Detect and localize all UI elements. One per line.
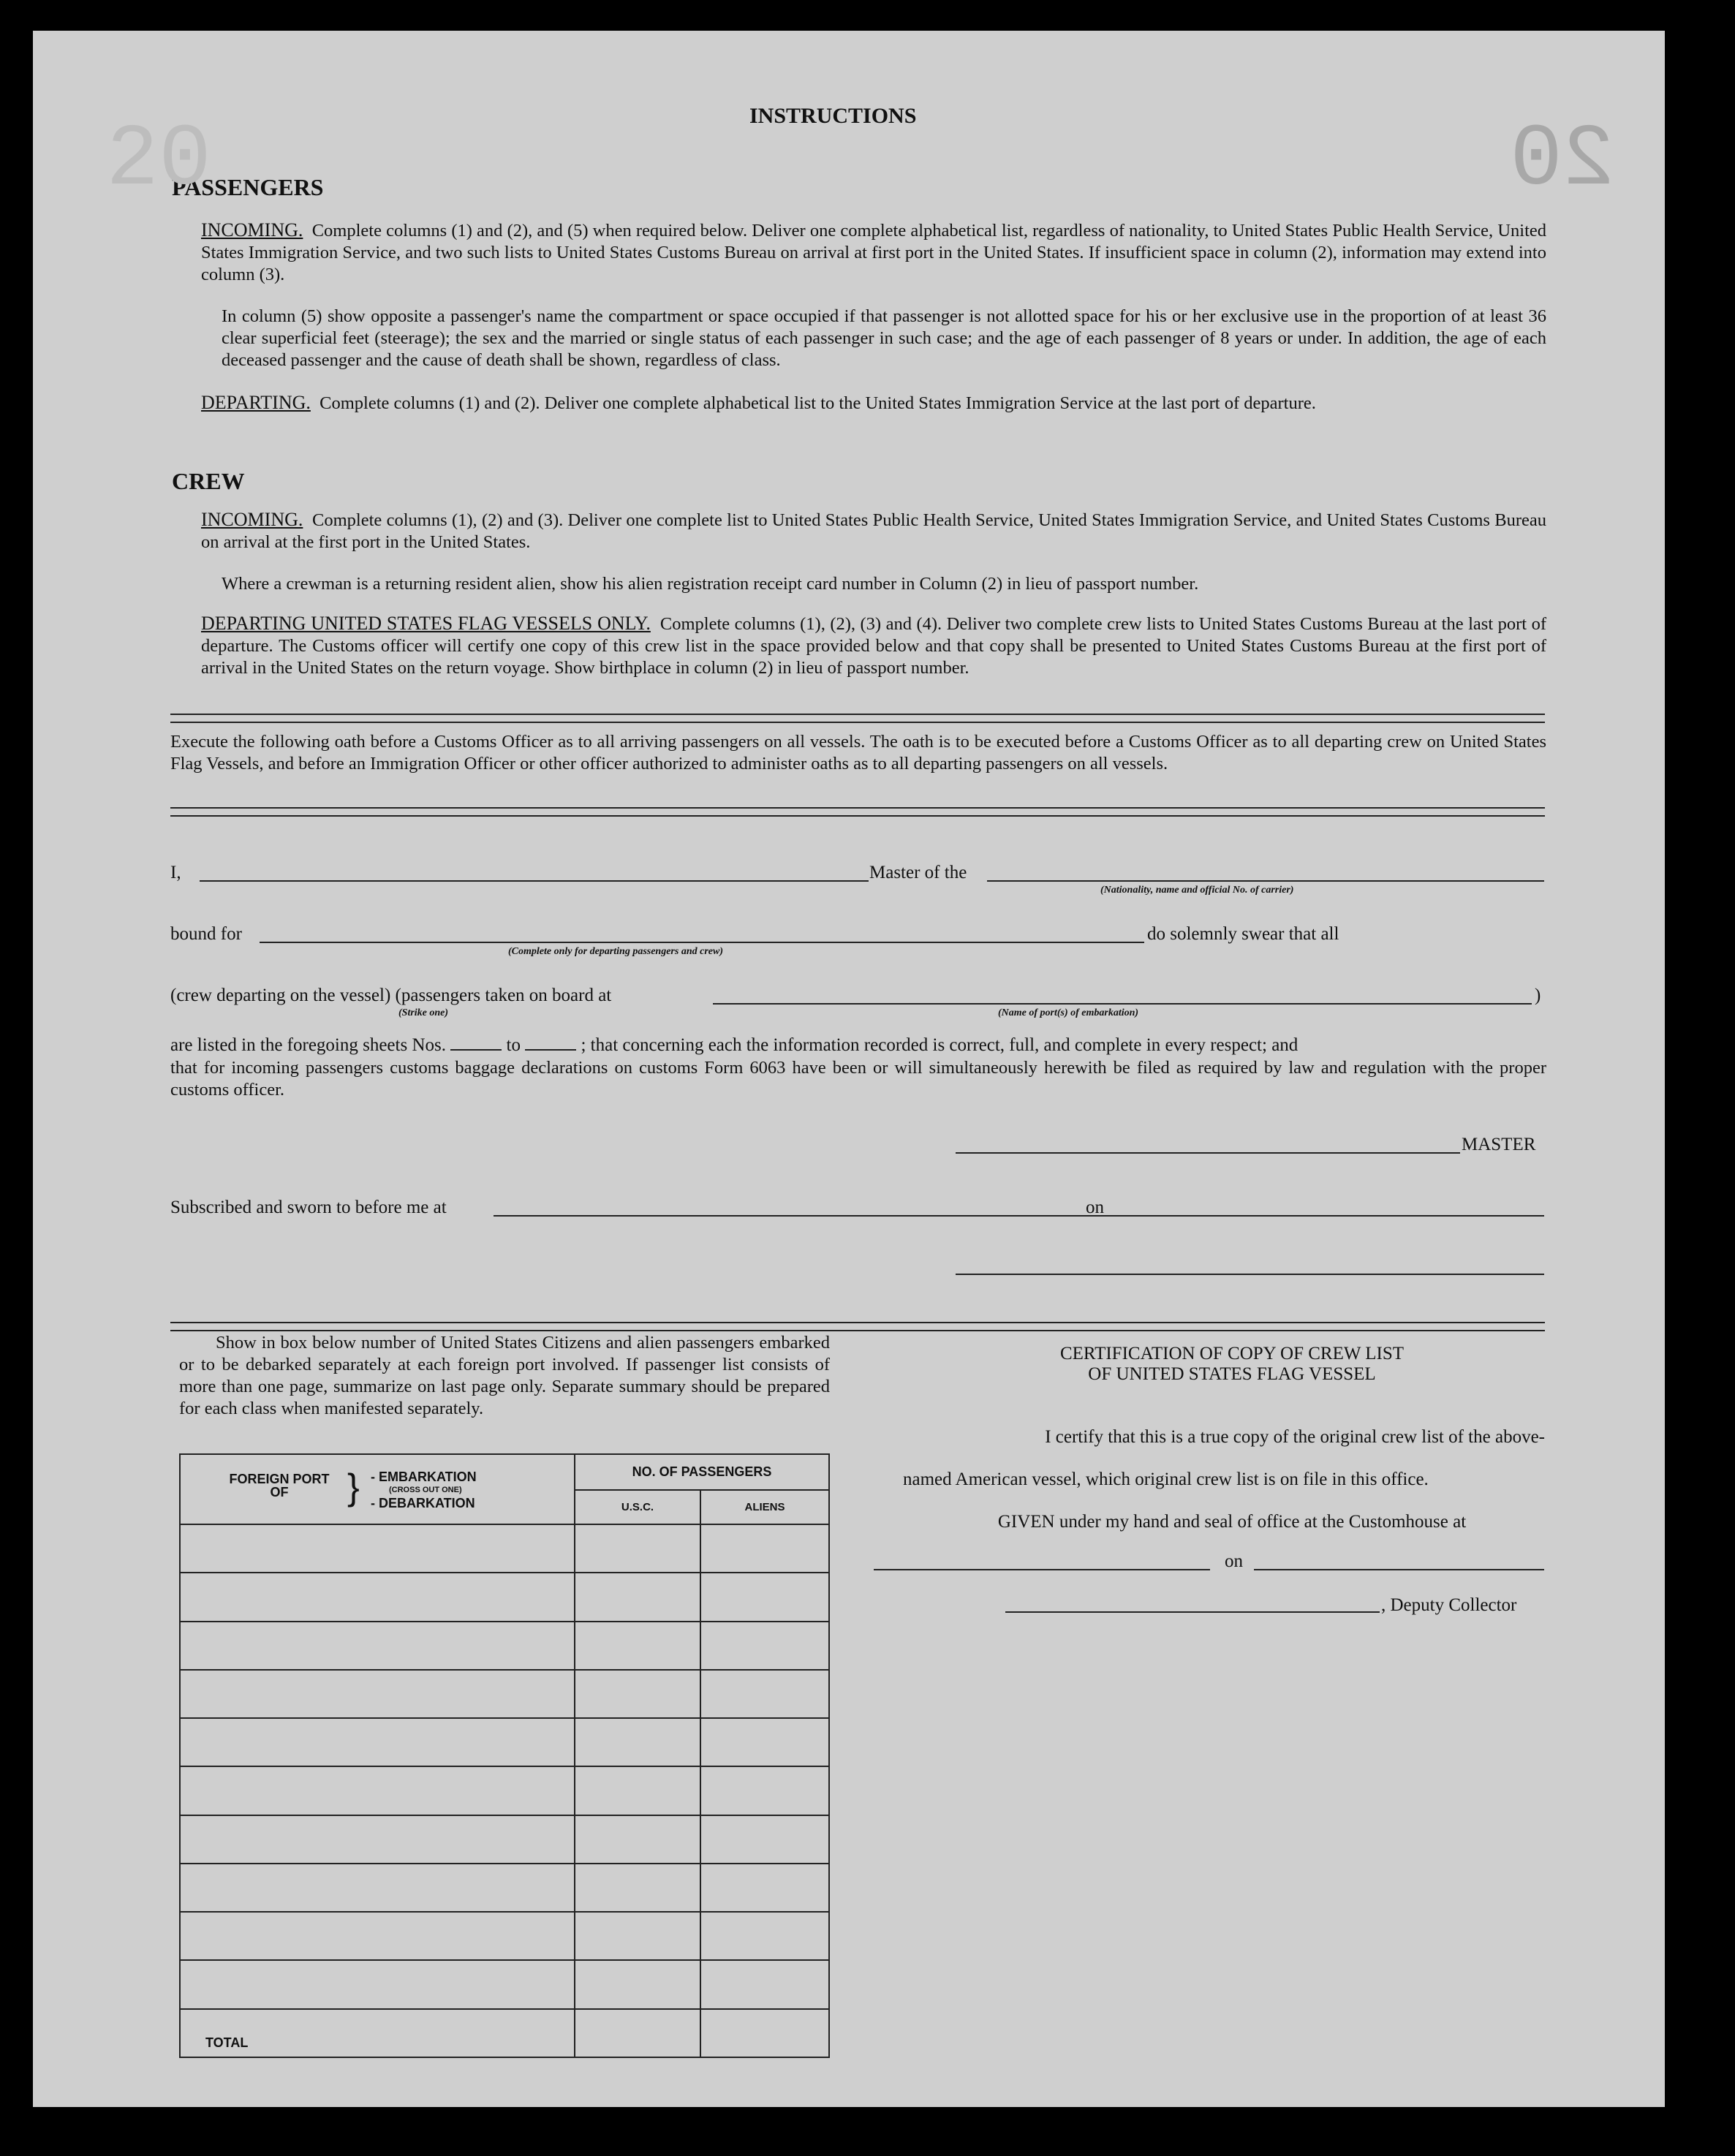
strike-note: (Strike one) bbox=[398, 1007, 449, 1018]
aliens-cell[interactable] bbox=[700, 1815, 829, 1864]
total-label: TOTAL bbox=[180, 2009, 575, 2057]
aliens-cell[interactable] bbox=[700, 1622, 829, 1670]
divider bbox=[170, 807, 1545, 817]
sheet-to-field[interactable] bbox=[525, 1049, 576, 1051]
listed-text-3: that for incoming passengers customs baggage declarations on customs Form 6063 have been or will simultaneously herewith be filed as required by law and regulation with the proper customs officer. bbox=[170, 1058, 1546, 1100]
customhouse-field[interactable] bbox=[874, 1569, 1210, 1570]
usc-cell[interactable] bbox=[575, 1766, 700, 1815]
port-cell[interactable] bbox=[180, 1670, 575, 1718]
aliens-cell[interactable] bbox=[700, 1912, 829, 1960]
bleed-through-number: 20 bbox=[106, 111, 212, 211]
bound-for-field[interactable] bbox=[260, 942, 1144, 943]
port-cell[interactable] bbox=[180, 1573, 575, 1621]
master-of-label: Master of the bbox=[869, 863, 967, 882]
certification-heading bbox=[910, 1344, 1554, 1385]
port-cell[interactable] bbox=[180, 1718, 575, 1766]
ports-embarkation-field[interactable] bbox=[713, 1003, 1532, 1005]
certification-heading-2: OF UNITED STATES FLAG VESSEL bbox=[1088, 1364, 1376, 1384]
usc-cell[interactable] bbox=[575, 1912, 700, 1960]
no-passengers-header: NO. OF PASSENGERS bbox=[575, 1454, 829, 1490]
aliens-header: ALIENS bbox=[700, 1490, 829, 1524]
crew-departing-text: Complete columns (1), (2), (3) and (4). Deliver two complete crew lists to United States Customs Bureau at the last port of departure. The Customs officer will certify one copy of this crew list in the space provided below and that copy shall be presented to United States Customs Bureau at the first port of arrival in the United States on the return voyage. Show birthplace in column (2) in lieu of passport number. bbox=[201, 614, 1546, 678]
aliens-cell[interactable] bbox=[700, 1573, 829, 1621]
deputy-collector-label: , Deputy Collector bbox=[1381, 1595, 1517, 1615]
port-cell[interactable] bbox=[180, 1864, 575, 1912]
foreign-port-label: FOREIGN PORT OF bbox=[229, 1471, 330, 1499]
total-aliens-cell[interactable] bbox=[700, 2009, 829, 2057]
subscribed-on-label: on bbox=[1086, 1198, 1104, 1217]
passengers-heading: PASSENGERS bbox=[172, 174, 324, 200]
listed-text-1: are listed in the foregoing sheets Nos. bbox=[170, 1035, 446, 1055]
crew-departing-text: (crew departing on the vessel) (passengers taken on board at bbox=[170, 986, 612, 1005]
debarkation-label: - DEBARKATION bbox=[371, 1495, 475, 1510]
passengers-departing-text: Complete columns (1) and (2). Deliver one complete alphabetical list to the United States Immigration Service at the last port of departure. bbox=[320, 393, 1316, 413]
usc-cell[interactable] bbox=[575, 1670, 700, 1718]
officer-signature-field[interactable] bbox=[956, 1274, 1544, 1275]
swear-text: do solemnly swear that all bbox=[1147, 924, 1339, 944]
carrier-note: (Nationality, name and official No. of carrier) bbox=[1100, 885, 1294, 896]
foreign-port-header bbox=[180, 1454, 575, 1524]
divider bbox=[170, 714, 1545, 723]
aliens-cell[interactable] bbox=[700, 1960, 829, 2008]
port-cell[interactable] bbox=[180, 1622, 575, 1670]
oath-i-label: I, bbox=[170, 863, 181, 882]
master-signature-field[interactable] bbox=[956, 1152, 1460, 1154]
passengers-departing-paragraph bbox=[201, 392, 1546, 415]
bleed-through-number: 20 bbox=[1510, 111, 1616, 211]
usc-cell[interactable] bbox=[575, 1960, 700, 2008]
total-usc-cell[interactable] bbox=[575, 2009, 700, 2057]
embarkation-label: - EMBARKATION bbox=[371, 1469, 477, 1484]
ports-note: (Name of port(s) of embarkation) bbox=[998, 1007, 1139, 1018]
passengers-column5-paragraph: In column (5) show opposite a passenger's name the compartment or space occupied if that passenger is not allotted space for his or her exclusive use in the proportion of at least 36 clear superficial feet (steerage); the sex and the married or single status of each passenger in such case; and the age of each passenger of 8 years or under. In addition, the age of each deceased passenger and the cause of death shall be shown, regardless of class. bbox=[222, 306, 1546, 370]
certification-line-2: named American vessel, which original crew list is on file in this office. bbox=[903, 1470, 1429, 1489]
page-title: INSTRUCTIONS bbox=[749, 104, 917, 128]
form-page bbox=[33, 31, 1665, 2107]
subscribed-label: Subscribed and sworn to before me at bbox=[170, 1198, 447, 1217]
port-cell[interactable] bbox=[180, 1815, 575, 1864]
carrier-field[interactable] bbox=[987, 880, 1544, 882]
passengers-incoming-label: INCOMING. bbox=[201, 219, 303, 241]
certification-line-1: I certify that this is a true copy of the original crew list of the above- bbox=[1045, 1427, 1545, 1447]
listed-text-2: ; that concerning each the information recorded is correct, full, and complete in every respect; and bbox=[581, 1035, 1299, 1055]
deputy-signature-field[interactable] bbox=[1005, 1611, 1380, 1613]
crew-incoming-paragraph bbox=[201, 509, 1546, 553]
aliens-cell[interactable] bbox=[700, 1766, 829, 1815]
usc-header: U.S.C. bbox=[575, 1490, 700, 1524]
port-cell[interactable] bbox=[180, 1960, 575, 2008]
port-cell[interactable] bbox=[180, 1524, 575, 1573]
divider bbox=[170, 1322, 1545, 1331]
crew-alien-paragraph: Where a crewman is a returning resident alien, show his alien registration receipt card number in Column (2) in lieu of passport number. bbox=[222, 574, 1199, 594]
aliens-cell[interactable] bbox=[700, 1864, 829, 1912]
port-cell[interactable] bbox=[180, 1912, 575, 1960]
usc-cell[interactable] bbox=[575, 1864, 700, 1912]
cert-on-label: on bbox=[1225, 1551, 1243, 1571]
aliens-cell[interactable] bbox=[700, 1524, 829, 1573]
master-label: MASTER bbox=[1462, 1135, 1536, 1154]
port-cell[interactable] bbox=[180, 1766, 575, 1815]
passengers-incoming-paragraph bbox=[201, 219, 1546, 286]
crew-departing-paragraph bbox=[201, 613, 1546, 679]
cross-out-label: (CROSS OUT ONE) bbox=[389, 1485, 462, 1494]
bound-for-label: bound for bbox=[170, 924, 242, 944]
certification-heading-1: CERTIFICATION OF COPY OF CREW LIST bbox=[1059, 1344, 1405, 1363]
passengers-departing-label: DEPARTING. bbox=[201, 392, 311, 413]
cert-date-field[interactable] bbox=[1254, 1569, 1544, 1570]
crew-incoming-text: Complete columns (1), (2) and (3). Deliver one complete list to United States Public Health Service, United States Immigration Service, and United States Customs Bureau on arrival at the first port in the United States. bbox=[201, 510, 1546, 552]
crew-heading: CREW bbox=[172, 468, 245, 494]
aliens-cell[interactable] bbox=[700, 1718, 829, 1766]
aliens-cell[interactable] bbox=[700, 1670, 829, 1718]
usc-cell[interactable] bbox=[575, 1524, 700, 1573]
master-name-field[interactable] bbox=[200, 880, 869, 882]
usc-cell[interactable] bbox=[575, 1622, 700, 1670]
close-paren: ) bbox=[1535, 986, 1541, 1005]
passenger-summary-table bbox=[179, 1453, 830, 2058]
crew-incoming-label: INCOMING. bbox=[201, 509, 303, 530]
oath-intro: Execute the following oath before a Customs Officer as to all arriving passengers on all vessels. The oath is to be executed before a Customs Officer as to all departing crew on United States Flag Vessels, and before an Immigration Officer or other officer authorized to administer oaths as to all departing passengers on all vessels. bbox=[170, 732, 1546, 773]
subscribed-place-field[interactable] bbox=[494, 1215, 1115, 1217]
brace-icon: } bbox=[347, 1466, 360, 1508]
passengers-incoming-text: Complete columns (1) and (2), and (5) when required below. Deliver one complete alphabetical list, regardless of nationality, to United States Public Health Service, United States Immigration Service, and two such lists to United States Customs Bureau on arrival at first port in the United States. If insufficient space in column (2), information may extend into column (3). bbox=[201, 221, 1547, 284]
usc-cell[interactable] bbox=[575, 1718, 700, 1766]
listed-line-1 bbox=[170, 1035, 1298, 1056]
given-line: GIVEN under my hand and seal of office at the Customhouse at bbox=[997, 1512, 1467, 1532]
usc-cell[interactable] bbox=[575, 1573, 700, 1621]
sheet-from-field[interactable] bbox=[450, 1049, 502, 1051]
usc-cell[interactable] bbox=[575, 1815, 700, 1864]
listed-to: to bbox=[506, 1035, 521, 1055]
subscribed-date-field[interactable] bbox=[1115, 1215, 1544, 1217]
bound-for-note: (Complete only for departing passengers and crew) bbox=[508, 946, 723, 957]
summary-text: Show in box below number of United States Citizens and alien passengers embarked or to be debarked separately at each foreign port involved. If passenger list consists of more than one page, summarize on last page only. Separate summary should be prepared for each class when manifested separately. bbox=[179, 1333, 830, 1418]
crew-departing-label: DEPARTING UNITED STATES FLAG VESSELS ONLY. bbox=[201, 613, 651, 634]
